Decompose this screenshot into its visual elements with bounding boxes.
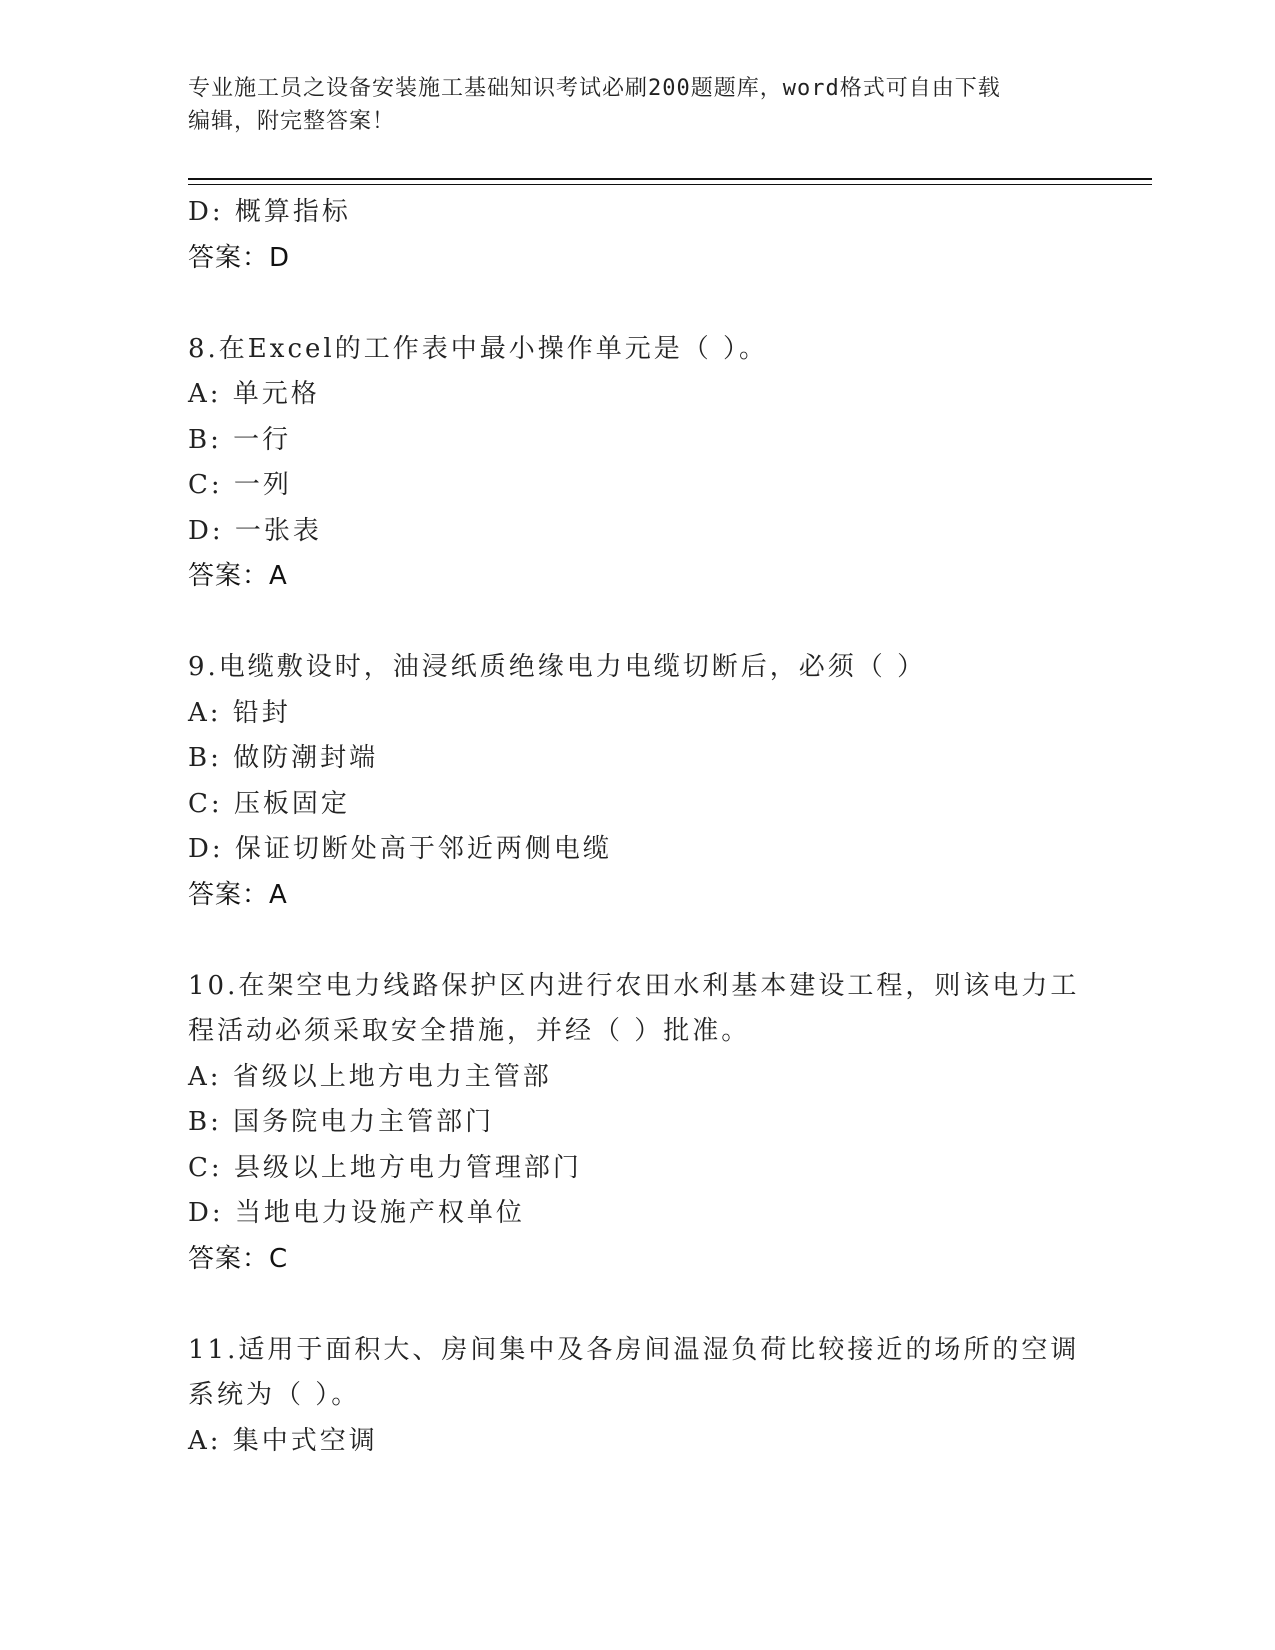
spacer — [188, 281, 1088, 327]
question-10-text-line-2: 程活动必须采取安全措施，并经（ ）批准。 — [188, 1016, 751, 1046]
spacer — [188, 918, 1088, 964]
question-9-option-d: D: 保证切断处高于邻近两侧电缆 — [188, 834, 612, 864]
question-7-answer: 答案：D — [188, 242, 291, 273]
question-11-text-line-2: 系统为（ ）。 — [188, 1380, 361, 1410]
question-11-option-a: A: 集中式空调 — [188, 1425, 378, 1456]
question-8-option-b: B: 一行 — [188, 424, 292, 455]
question-8-block — [188, 327, 1088, 600]
question-9-option-b: B: 做防潮封端 — [188, 743, 379, 773]
question-9-answer: 答案：A — [188, 879, 288, 910]
header-title-line-1: 专业施工员之设备安装施工基础知识考试必刷200题题库，word格式可自由下载 — [188, 76, 1001, 101]
question-9-text: 9.电缆敷设时，油浸纸质绝缘电力电缆切断后，必须（ ） — [188, 652, 927, 682]
question-8-text: 8.在Excel的工作表中最小操作单元是（ ）。 — [188, 333, 768, 364]
spacer — [188, 600, 1088, 646]
question-9-option-a: A: 铅封 — [188, 697, 291, 728]
question-7-option-d: D: 概算指标 — [188, 197, 351, 227]
document-header — [188, 72, 1088, 138]
question-9-block — [188, 645, 1088, 918]
question-8-answer: 答案：A — [188, 561, 288, 591]
header-divider-thick — [188, 178, 1152, 180]
header-title-line-2: 编辑，附完整答案！ — [188, 109, 396, 134]
spacer — [188, 1282, 1088, 1328]
question-10-answer: 答案：C — [188, 1243, 289, 1274]
question-10-option-d: D: 当地电力设施产权单位 — [188, 1198, 525, 1228]
question-9-option-c: C: 压板固定 — [188, 788, 350, 819]
question-11-block — [188, 1328, 1088, 1465]
question-8-option-d: D: 一张表 — [188, 515, 322, 546]
question-list — [188, 190, 1088, 1464]
question-11-text-line-1: 11.适用于面积大、房间集中及各房间温湿负荷比较接近的场所的空调 — [188, 1334, 1080, 1365]
question-8-option-a: A: 单元格 — [188, 379, 320, 409]
question-10-option-c: C: 县级以上地方电力管理部门 — [188, 1152, 582, 1183]
header-divider-thin — [188, 184, 1152, 185]
question-8-option-c: C: 一列 — [188, 470, 292, 500]
question-10-option-a: A: 省级以上地方电力主管部 — [188, 1061, 552, 1092]
question-10-block — [188, 964, 1088, 1283]
question-7-block — [188, 190, 1088, 281]
question-10-text-line-1: 10.在架空电力线路保护区内进行农田水利基本建设工程，则该电力工 — [188, 970, 1080, 1001]
question-10-option-b: B: 国务院电力主管部门 — [188, 1107, 495, 1137]
